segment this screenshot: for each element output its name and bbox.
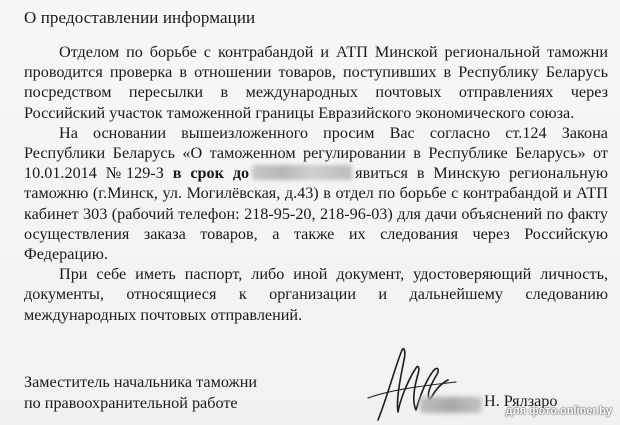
signatory-name: Н. Рялзаро — [484, 392, 558, 410]
paragraph-inspection: Отделом по борьбе с контрабандой и АТП Минской региональной таможни проводится проверка в отношении товаров, поступивших в Республику Беларусь посредством пересылки в международных почтовых отправлениях через Российский участок таможенной границы Евразийского экономического союза. — [24, 43, 608, 122]
signatory-department: по правоохранительной работе — [24, 393, 238, 412]
document-body — [24, 42, 608, 325]
redacted-date — [252, 165, 352, 180]
signatory-block — [24, 372, 257, 413]
watermark: для фото.onliner.by — [505, 405, 612, 417]
redacted-initial — [420, 397, 482, 413]
signatory-position: Заместитель начальника таможни — [24, 373, 258, 391]
paragraph-documents: При себе иметь паспорт, либо иной документ, удостоверяющий личность, документы, относящиеся к организации и дальнейшему следованию международных почтовых отправлений. — [24, 265, 608, 324]
deadline-label: в срок до — [172, 164, 250, 183]
summons-text-end: явиться в Минскую региональную таможню (г.Минск, ул. Могилёвская, д.43) в отдел по борьбе с контрабандой и АТП кабинет 303 (рабочий телефон: 218-95-20, 218-96-03) для дачи объяснений по факту осуществления заказа товаров, а также их следования через Российскую Федерацию. — [24, 164, 608, 264]
document-title: О предоставлении информации — [24, 8, 256, 27]
paragraph-summons — [24, 123, 608, 264]
summons-text-start: На основании вышеизложенного просим Вас согласно ст.124 Закона Республики Беларусь «О таможенном регулировании в Республике Беларусь» от 10.01.2014 №129-З — [24, 123, 608, 183]
